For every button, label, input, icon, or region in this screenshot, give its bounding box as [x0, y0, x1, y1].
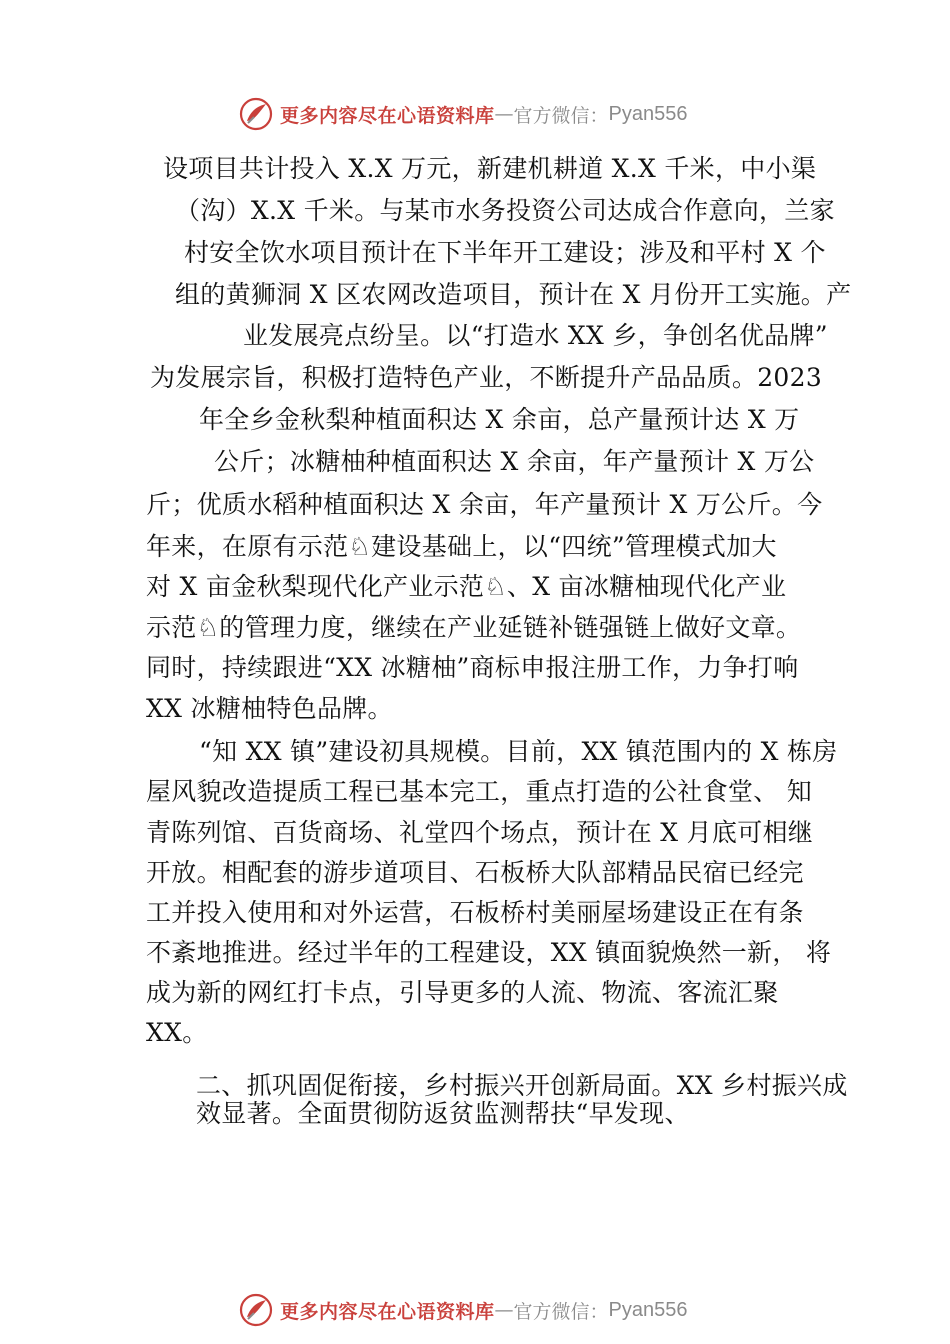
text-line: 为发展宗旨，积极打造特色产业，不断提升产品品质。2023 [150, 363, 823, 392]
footer-watermark-banner [238, 1290, 688, 1330]
header-watermark-banner [238, 94, 688, 134]
banner-brand-text: 更多内容尽在心语资料库 [280, 104, 495, 127]
banner-brand-text: 更多内容尽在心语资料库 [280, 1300, 495, 1323]
text-line: 业发展亮点纷呈。以“打造水 XX 乡，争创名优品牌” [243, 321, 828, 350]
text-line: 青陈列馆、百货商场、礼堂四个场点，预计在 X 月底可相继 [146, 818, 814, 847]
text-line: 示范♘的管理力度，继续在产业延链补链强链上做好文章。 [146, 613, 802, 642]
text-line: 对 X 亩金秋梨现代化产业示范♘、X 亩冰糖柚现代化产业 [146, 572, 787, 601]
banner-account-id: Pyan556 [608, 1298, 688, 1321]
banner-dash: — [494, 103, 514, 125]
text-line: 屋风貌改造提质工程已基本完工，重点打造的公社食堂、 知 [146, 777, 813, 806]
text-line: 年全乡金秋梨种植面积达 X 余亩，总产量预计达 X 万 [199, 405, 800, 434]
text-line: 同时，持续跟进“XX 冰糖柚”商标申报注册工作，力争打响 [146, 653, 799, 682]
text-line: 组的黄狮洞 X 区农网改造项目，预计在 X 月份开工实施。产 [175, 280, 852, 309]
text-line: 斤；优质水稻种植面积达 X 余亩，年产量预计 X 万公斤。今 [146, 490, 823, 519]
text-line: 工并投入使用和对外运营，石板桥村美丽屋场建设正在有条 [146, 898, 804, 927]
text-line: （沟）X.X 千米。与某市水务投资公司达成合作意向，兰家 [175, 196, 835, 225]
brand-logo-icon [238, 96, 274, 132]
text-line: 成为新的网红打卡点，引导更多的人流、物流、客流汇聚 [146, 978, 779, 1007]
text-line: 效显著。全面贯彻防返贫监测帮扶“早发现、 [196, 1099, 690, 1128]
banner-dash: — [494, 1299, 514, 1321]
text-line: XX。 [146, 1018, 208, 1047]
text-line: 二、抓巩固促衔接，乡村振兴开创新局面。XX 乡村振兴成 [196, 1071, 848, 1100]
text-line: 开放。相配套的游步道项目、石板桥大队部精品民宿已经完 [146, 858, 804, 887]
banner-account-id: Pyan556 [608, 102, 688, 125]
banner-channel-text: 官方微信： [513, 104, 609, 127]
text-line: 村安全饮水项目预计在下半年开工建设；涉及和平村 X 个 [184, 238, 826, 267]
banner-channel-text: 官方微信： [513, 1300, 609, 1323]
brand-logo-icon [238, 1292, 274, 1328]
text-line: XX 冰糖柚特色品牌。 [146, 694, 393, 723]
text-line: “知 XX 镇”建设初具规模。目前，XX 镇范围内的 X 栋房 [199, 737, 838, 766]
text-line: 年来，在原有示范♘建设基础上，以“四统”管理模式加大 [146, 532, 777, 561]
text-line: 公斤；冰糖柚种植面积达 X 余亩，年产量预计 X 万公 [214, 447, 815, 476]
text-line: 不紊地推进。经过半年的工程建设，XX 镇面貌焕然一新， 将 [146, 938, 832, 967]
text-line: 设项目共计投入 X.X 万元，新建机耕道 X.X 千米，中小渠 [163, 154, 817, 183]
